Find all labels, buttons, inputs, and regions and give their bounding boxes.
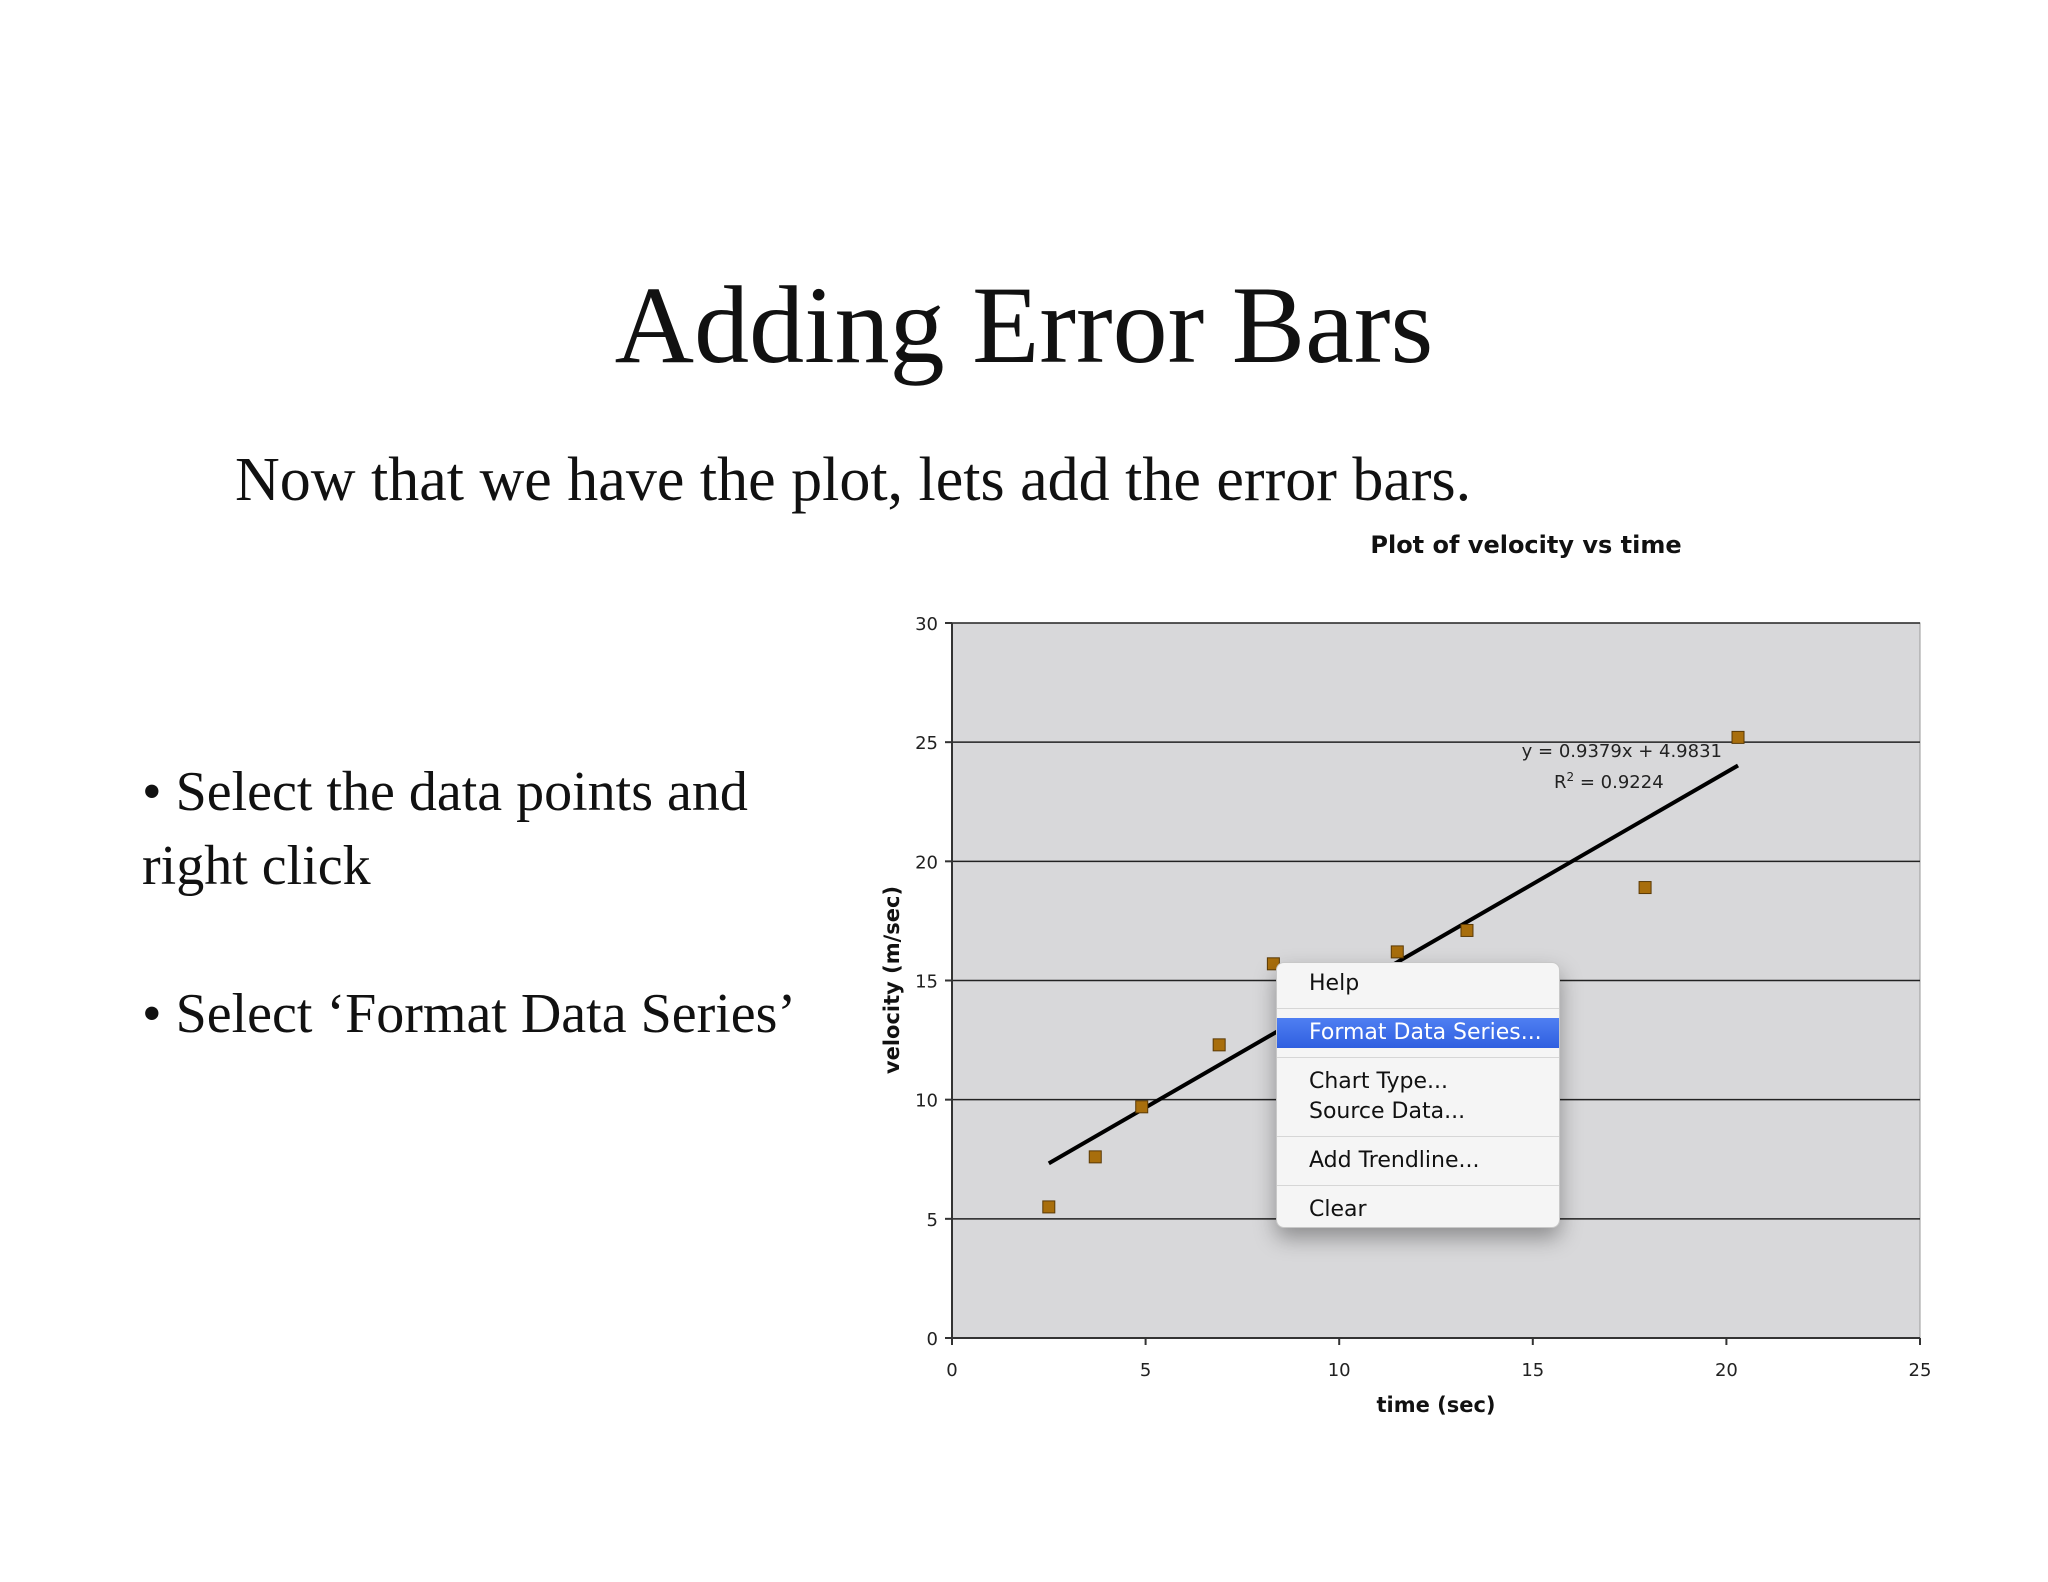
data-point [1639,882,1651,894]
data-point [1461,924,1473,936]
slide-subtitle: Now that we have the plot, lets add the error bars. [235,446,1472,514]
data-point [1043,1201,1055,1213]
y-tick-label: 30 [915,614,938,635]
slide-title: Adding Error Bars [614,264,1434,386]
menu-separator [1277,1185,1559,1186]
x-tick-label: 10 [1327,1360,1351,1381]
bullet-symbol: • [142,983,162,1045]
data-point [1391,946,1403,958]
data-point [1732,731,1744,743]
menu-item-add-trendline[interactable]: Add Trendline... [1309,1148,1480,1173]
menu-separator [1277,1136,1559,1137]
y-tick-label: 0 [926,1329,938,1350]
data-point [1089,1151,1101,1163]
bullet-text: Select the data points and right click [142,761,748,897]
y-tick-label: 5 [926,1209,938,1231]
data-point [1213,1039,1225,1051]
menu-item-help[interactable]: Help [1309,971,1360,996]
bullet-symbol: • [142,761,162,823]
y-tick-label: 15 [915,971,938,993]
menu-item-source-data[interactable]: Source Data... [1309,1099,1466,1124]
data-point [1136,1101,1148,1113]
menu-item-format-data-series[interactable]: Format Data Series... [1277,1018,1559,1048]
x-tick-label: 25 [1908,1360,1932,1381]
x-tick-label: 5 [1139,1360,1152,1381]
x-tick-label: 20 [1714,1360,1738,1381]
y-tick-label: 25 [915,733,938,755]
menu-item-chart-type[interactable]: Chart Type... [1309,1069,1448,1094]
x-axis-title: time (sec) [1376,1393,1496,1417]
menu-separator [1277,1008,1559,1009]
y-tick-label: 20 [915,852,938,874]
menu-separator [1277,1057,1559,1058]
x-tick-label: 0 [946,1360,958,1381]
menu-item-clear[interactable]: Clear [1309,1197,1367,1222]
y-tick-label: 10 [915,1090,938,1112]
bullet-text: Select ‘Format Data Series’ [175,983,797,1045]
trendline-equation: y = 0.9379x + 4.9831 [1521,741,1722,762]
y-axis-title: velocity (m/sec) [880,885,904,1075]
x-tick-label: 15 [1521,1360,1545,1381]
r-squared-label: $R^2 = 0.9224$ [1554,770,1664,793]
chart-title: Plot of velocity vs time [1370,531,1682,559]
context-menu [1276,962,1560,1228]
